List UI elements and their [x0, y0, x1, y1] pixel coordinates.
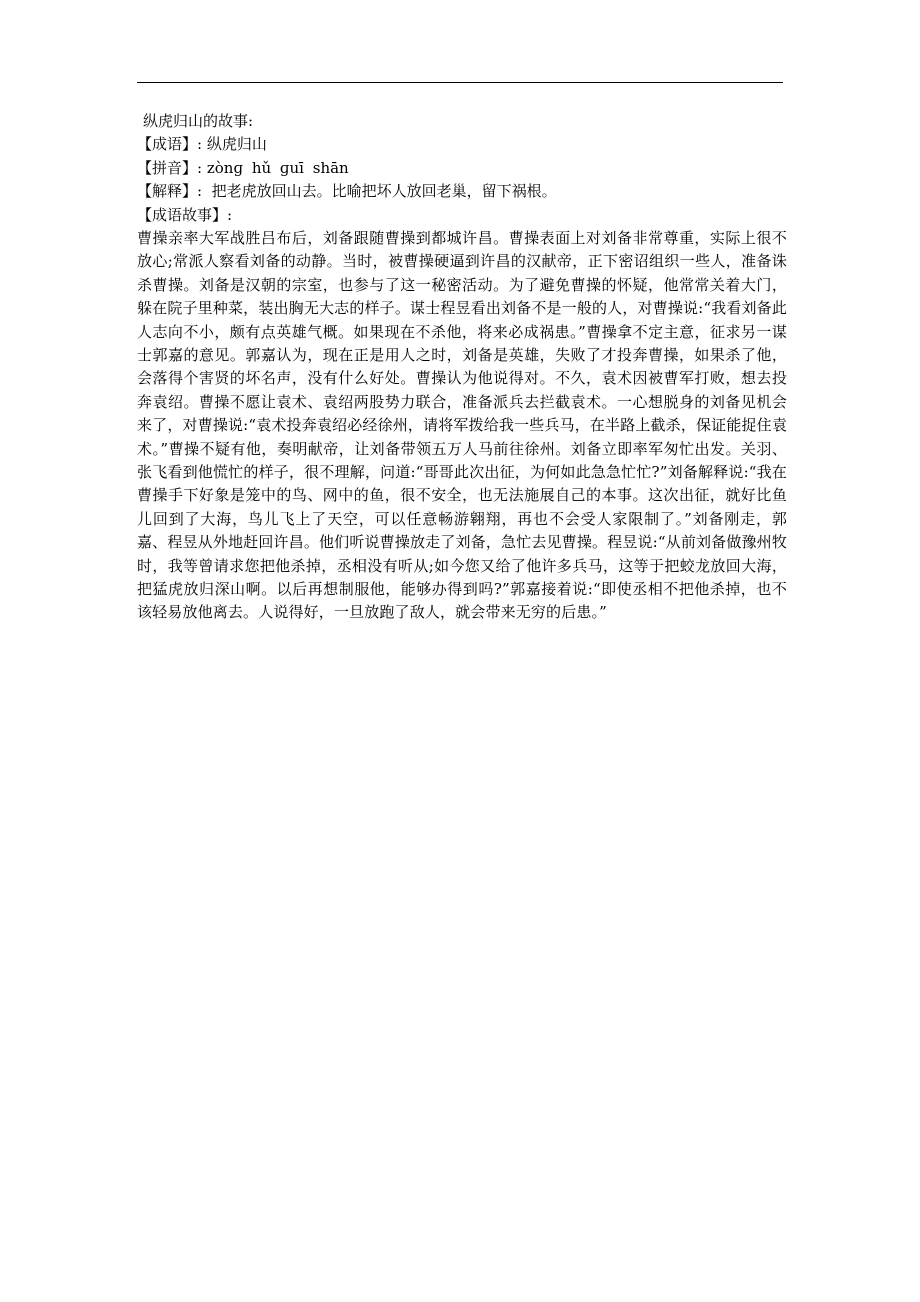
document-title: 纵虎归山的故事: [143, 112, 254, 130]
idiom-line [137, 133, 787, 156]
idiom-separator: : [197, 135, 203, 154]
meaning-line [137, 180, 787, 203]
meaning-value: 把老虎放回山去。比喻把坏人放回老巢，留下祸根。 [211, 182, 557, 201]
meaning-separator: : [197, 182, 203, 201]
header-rule [137, 82, 783, 83]
story-paragraph: 曹操亲率大军战胜吕布后，刘备跟随曹操到都城许昌。曹操表面上对刘备非常尊重，实际上很不放心;常派人察看刘备的动静。当时，被曹操硬逼到许昌的汉献帝，正下密诏组织一些人，准备诛杀曹操。刘备是汉朝的宗室，也参与了这一秘密活动。为了避免曹操的怀疑，他常常关着大门，躲在院子里种菜，装出胸无大志的样子。谋士程昱看出刘备不是一般的人，对曹操说:“我看刘备此人志向不小，颇有点英雄气概。如果现在不杀他，将来必成祸患。”曹操拿不定主意，征求另一谋士郭嘉的意见。郭嘉认为，现在正是用人之时，刘备是英雄，失败了才投奔曹操，如果杀了他，会落得个害贤的坏名声，没有什么好处。曹操认为他说得对。不久，袁术因被曹军打败，想去投奔袁绍。曹操不愿让袁术、袁绍两股势力联合，准备派兵去拦截袁术。一心想脱身的刘备见机会来了，对曹操说:“袁术投奔袁绍必经徐州，请将军拨给我一些兵马，在半路上截杀，保证能捉住袁术。”曹操不疑有他，奏明献帝，让刘备带领五万人马前往徐州。刘备立即率军匆忙出发。关羽、张飞看到他慌忙的样子，很不理解，问道:“哥哥此次出征，为何如此急急忙忙?”刘备解释说:“我在曹操手下好象是笼中的鸟、网中的鱼，很不安全，也无法施展自己的本事。这次出征，就好比鱼儿回到了大海，鸟儿飞上了天空，可以任意畅游翱翔，再也不会受人家限制了。”刘备刚走，郭嘉、程昱从外地赶回许昌。他们听说曹操放走了刘备，急忙去见曹操。程昱说:“从前刘备做豫州牧时，我等曾请求您把他杀掉，丞相没有听从;如今您又给了他许多兵马，这等于把蛟龙放回大海，把猛虎放归深山啊。以后再想制服他，能够办得到吗?”郭嘉接着说:“即使丞相不把他杀掉，也不该轻易放他离去。人说得好，一旦放跑了敌人，就会带来无穷的后患。” [137, 228, 787, 622]
idiom-label: 【成语】 [137, 135, 198, 154]
document-body [137, 110, 787, 625]
pinyin-line [137, 157, 787, 180]
story-separator: : [227, 205, 233, 224]
pinyin-label: 【拼音】 [137, 158, 198, 177]
story-label: 【成语故事】 [137, 205, 228, 224]
pinyin-separator: : [197, 158, 203, 177]
idiom-value: 纵虎归山 [206, 135, 267, 154]
story-heading-line [137, 204, 787, 227]
meaning-label: 【解释】 [137, 182, 198, 201]
pinyin-value: zònɡ hǔ ɡuī shān [206, 158, 349, 177]
